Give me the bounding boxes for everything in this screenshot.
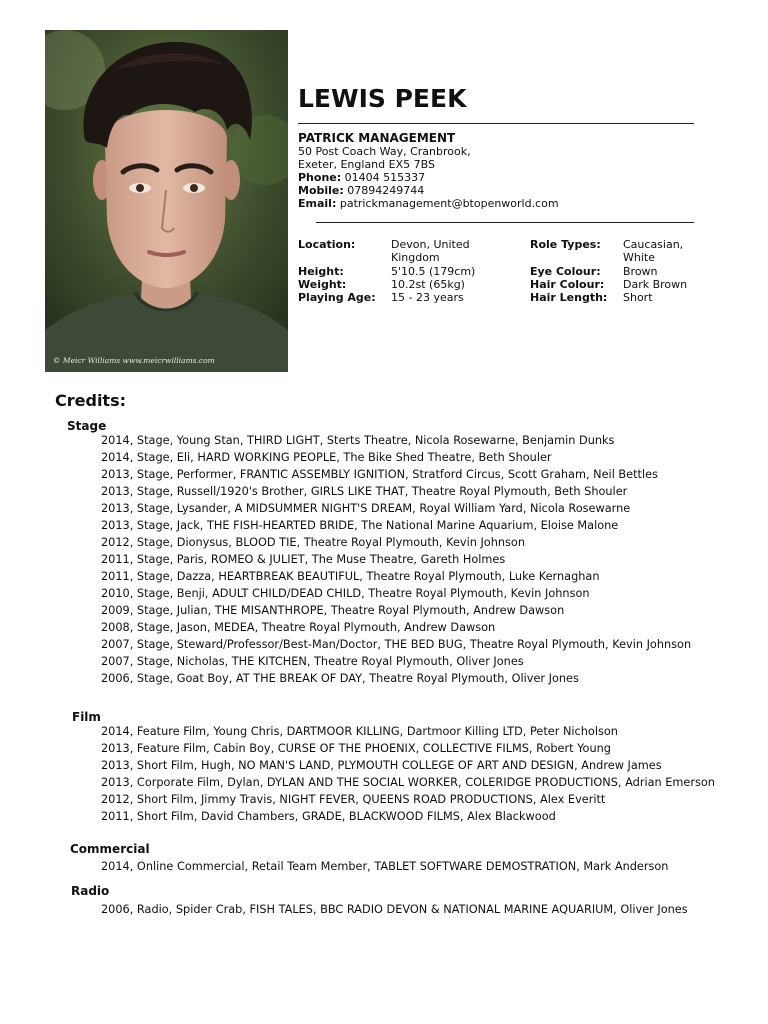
playing-age-label: Playing Age: [298,291,376,305]
email-row [298,197,559,210]
credit-item: 2013, Stage, Jack, THE FISH-HEARTED BRIDE, The National Marine Aquarium, Eloise Malone [101,519,619,532]
section-title-radio: Radio [71,884,110,898]
weight-label: Weight: [298,277,347,291]
credit-item: 2013, Feature Film, Cabin Boy, CURSE OF THE PHOENIX, COLLECTIVE FILMS, Robert Young [101,742,611,755]
mobile-value: 07894249744 [347,184,425,197]
role-types-label: Role Types: [530,238,601,251]
section-title-stage: Stage [67,419,107,433]
credit-item: 2012, Stage, Dionysus, BLOOD TIE, Theatre Royal Plymouth, Kevin Johnson [101,536,525,549]
hair-length-label: Hair Length: [530,291,608,305]
credit-item: 2014, Feature Film, Young Chris, DARTMOOR KILLING, Dartmoor Killing LTD, Peter Nicholson [101,725,618,738]
credit-item: 2006, Radio, Spider Crab, FISH TALES, BBC RADIO DEVON & NATIONAL MARINE AQUARIUM, Oliver Jones [101,903,688,916]
email-label: Email: [298,197,337,210]
credit-item: 2013, Stage, Lysander, A MIDSUMMER NIGHT'S DREAM, Royal William Yard, Nicola Rosewarne [101,502,631,515]
section-title-film: Film [72,710,101,724]
credit-item: 2010, Stage, Benji, ADULT CHILD/DEAD CHILD, Theatre Royal Plymouth, Kevin Johnson [101,587,590,600]
location-label: Location: [298,238,356,251]
location-value-line1: Devon, United [391,238,470,251]
header-rule [298,123,694,124]
credit-item: 2013, Corporate Film, Dylan, DYLAN AND THE SOCIAL WORKER, COLERIDGE PRODUCTIONS, Adrian Emerson [101,776,715,789]
phone-label: Phone: [298,171,342,184]
credit-item: 2014, Online Commercial, Retail Team Member, TABLET SOFTWARE DEMOSTRATION, Mark Anderson [101,860,669,873]
credit-item: 2013, Short Film, Hugh, NO MAN'S LAND, PLYMOUTH COLLEGE OF ART AND DESIGN, Andrew James [101,759,662,772]
email-value[interactable]: patrickmanagement@btopenworld.com [339,197,559,210]
mobile-label: Mobile: [298,184,344,197]
phone-row [298,171,559,184]
credit-item: 2014, Stage, Eli, HARD WORKING PEOPLE, The Bike Shed Theatre, Beth Shouler [101,451,552,464]
agency-contact [298,131,559,210]
contact-rule [316,222,694,223]
height-value: 5'10.5 (179cm) [391,264,476,278]
credit-item: 2014, Stage, Young Stan, THIRD LIGHT, Sterts Theatre, Nicola Rosewarne, Benjamin Dunks [101,434,615,447]
address-line-2: Exeter, England EX5 7BS [298,158,435,171]
role-types-value-line1: Caucasian, [623,238,684,251]
credit-item: 2007, Stage, Steward/Professor/Best-Man/Doctor, THE BED BUG, Theatre Royal Plymouth, Kevin Johnson [101,638,692,651]
hair-colour-value: Dark Brown [623,277,688,291]
mobile-row [298,184,559,197]
credit-item: 2009, Stage, Julian, THE MISANTHROPE, Theatre Royal Plymouth, Andrew Dawson [101,604,565,617]
hair-colour-label: Hair Colour: [530,277,605,291]
eye-colour-label: Eye Colour: [530,264,601,278]
location-value-line2: Kingdom [391,251,440,264]
credit-item: 2006, Stage, Goat Boy, AT THE BREAK OF DAY, Theatre Royal Plymouth, Oliver Jones [101,672,579,685]
headshot-photo [45,30,288,372]
hair-length-value: Short [623,291,653,305]
credit-list-stage [101,432,691,687]
credit-item: 2011, Stage, Paris, ROMEO & JULIET, The Muse Theatre, Gareth Holmes [101,553,506,566]
eye-colour-value: Brown [623,264,658,278]
credit-list-commercial [101,858,668,875]
credits-heading: Credits: [55,391,126,410]
height-label: Height: [298,264,344,278]
role-types-value-line2: White [623,251,655,264]
credit-list-radio [101,901,688,918]
photo-credit: © Meicr Williams www.meicrwilliams.com [53,356,215,365]
credit-item: 2013, Stage, Performer, FRANTIC ASSEMBLY IGNITION, Stratford Circus, Scott Graham, Neil Bettles [101,468,658,481]
credit-item: 2011, Stage, Dazza, HEARTBREAK BEAUTIFUL, Theatre Royal Plymouth, Luke Kernaghan [101,570,600,583]
credit-item: 2007, Stage, Nicholas, THE KITCHEN, Theatre Royal Plymouth, Oliver Jones [101,655,524,668]
agency-name: PATRICK MANAGEMENT [298,131,456,145]
phone-value: 01404 515337 [344,171,426,184]
credit-item: 2013, Stage, Russell/1920's Brother, GIRLS LIKE THAT, Theatre Royal Plymouth, Beth Shouler [101,485,628,498]
credit-item: 2012, Short Film, Jimmy Travis, NIGHT FEVER, QUEENS ROAD PRODUCTIONS, Alex Everitt [101,793,606,806]
actor-name: LEWIS PEEK [298,84,467,113]
credit-list-film [101,723,715,825]
section-title-commercial: Commercial [70,842,150,856]
playing-age-value: 15 - 23 years [391,291,464,305]
credit-item: 2011, Short Film, David Chambers, GRADE, BLACKWOOD FILMS, Alex Blackwood [101,810,556,823]
weight-value: 10.2st (65kg) [391,277,465,291]
credit-item: 2008, Stage, Jason, MEDEA, Theatre Royal Plymouth, Andrew Dawson [101,621,496,634]
address-line-1: 50 Post Coach Way, Cranbrook, [298,145,471,158]
